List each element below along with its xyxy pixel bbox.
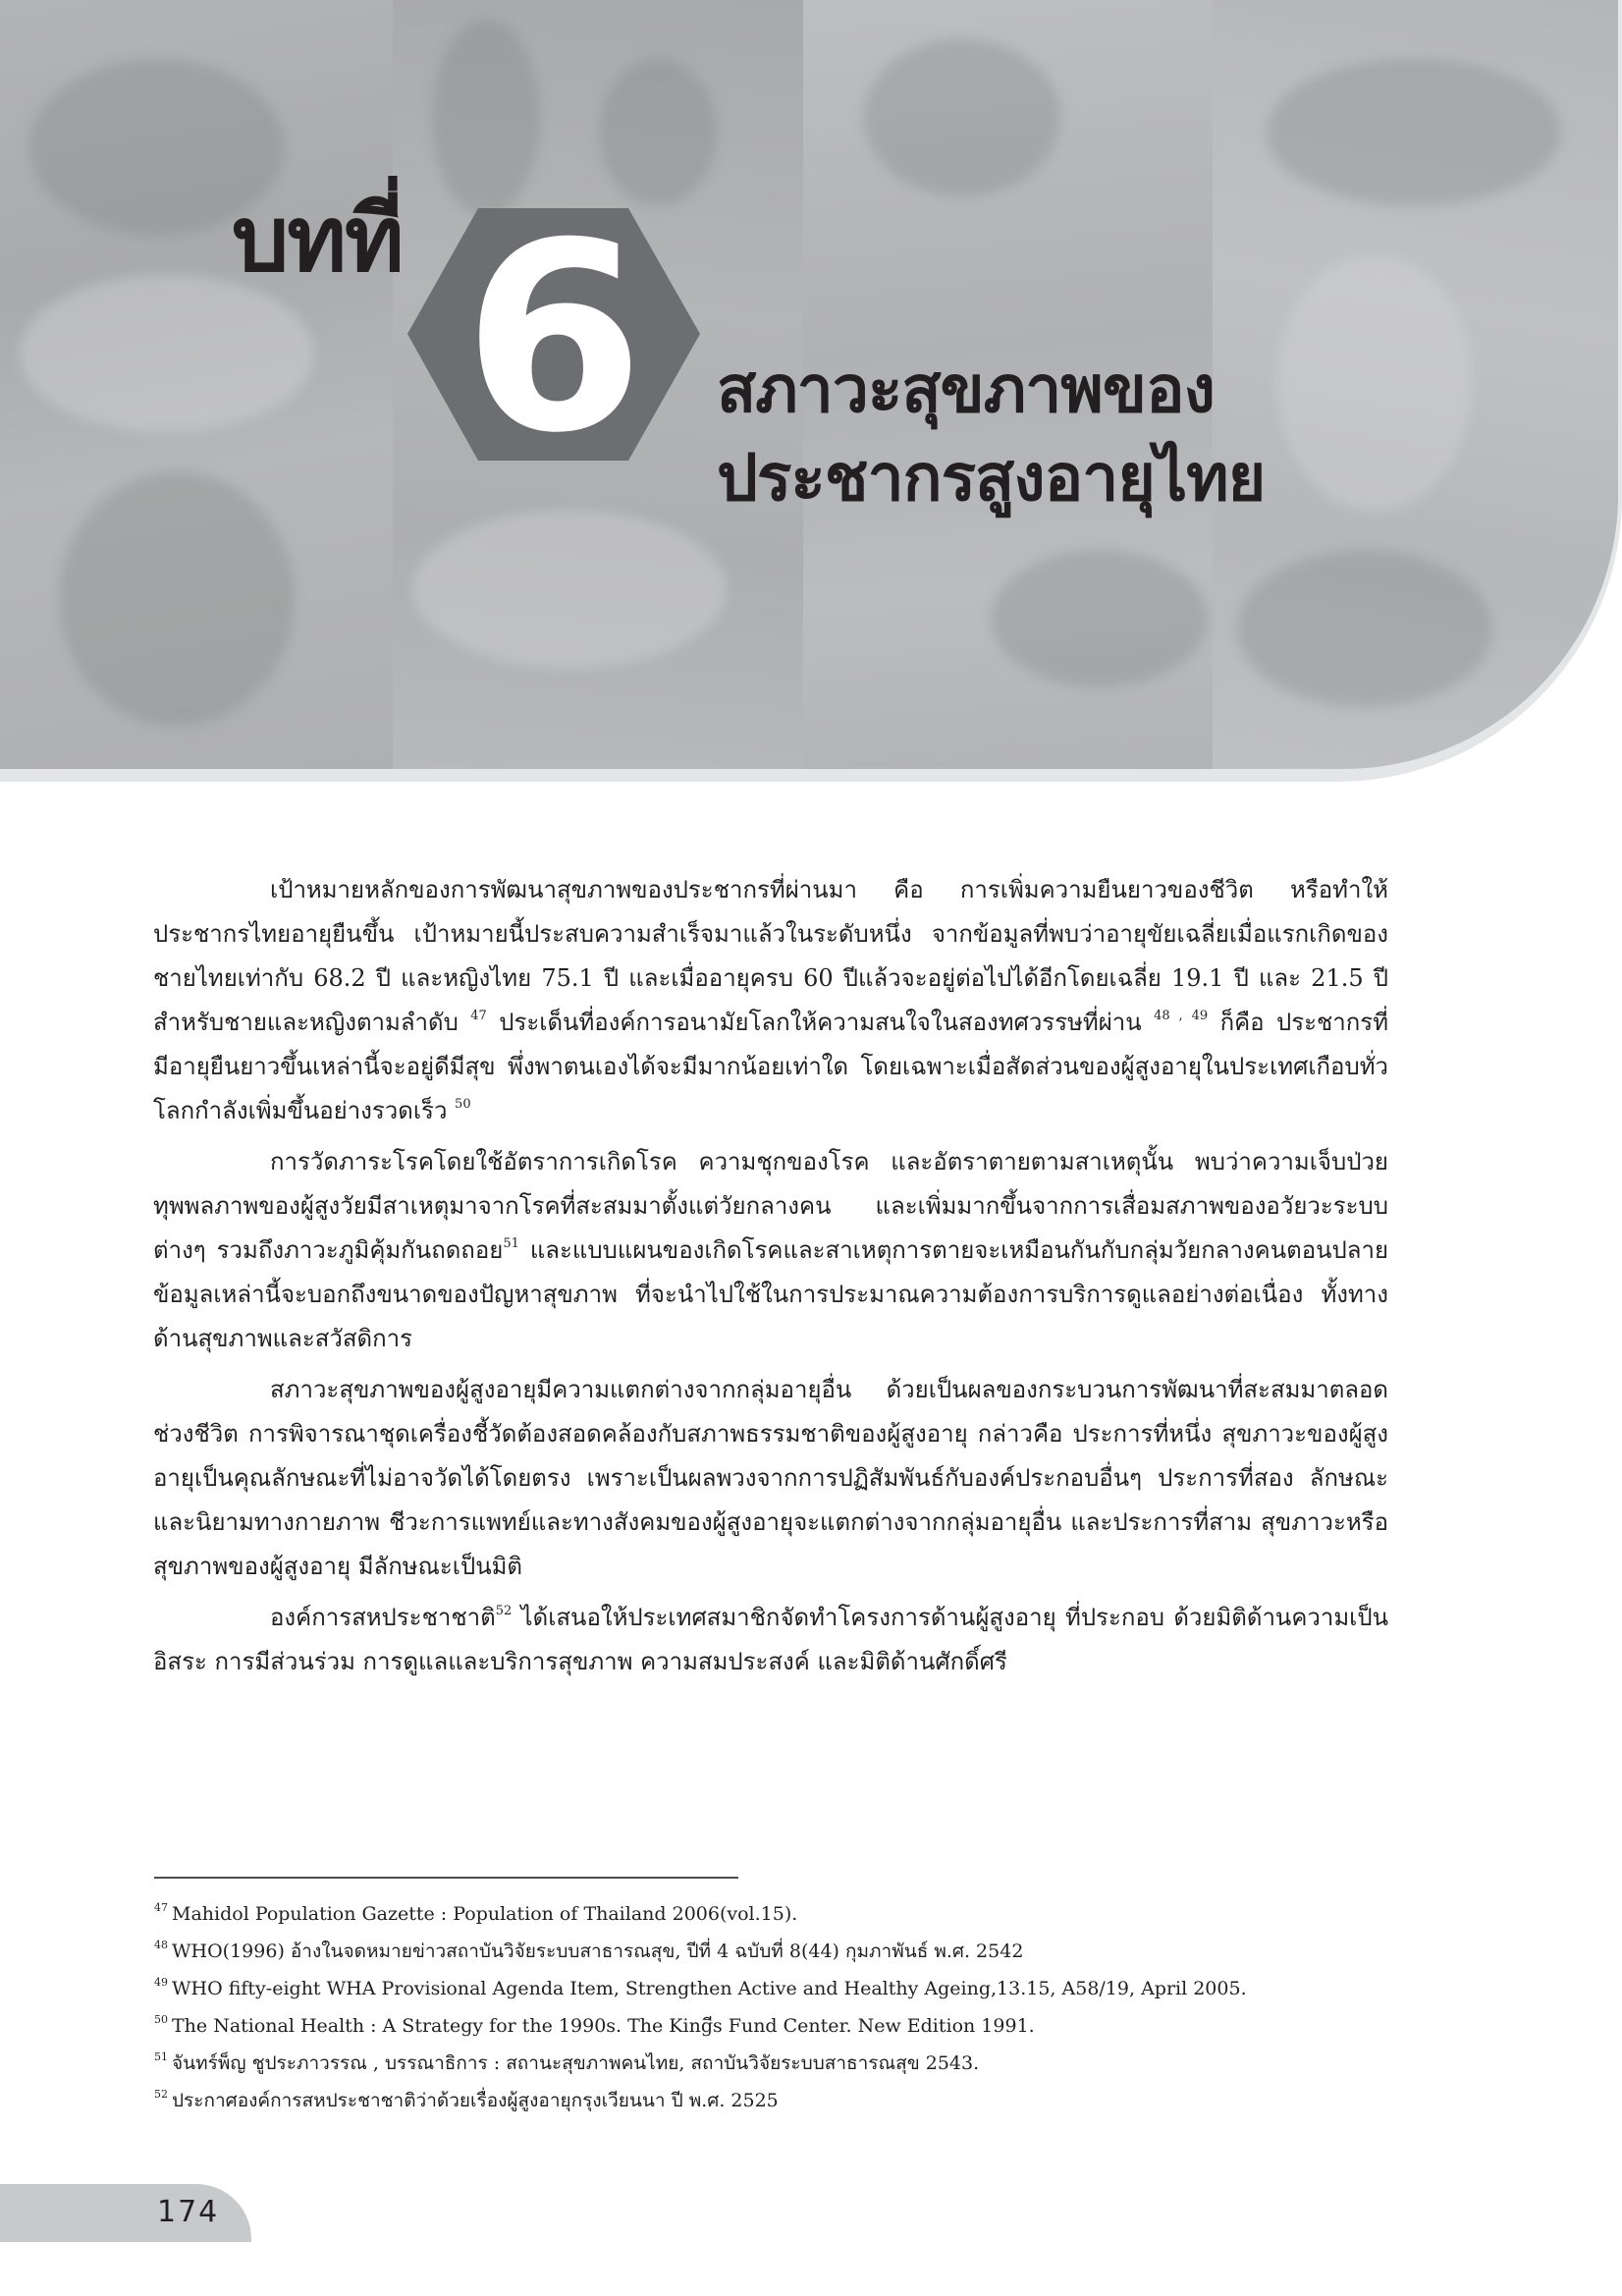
page-number: 174 xyxy=(157,2195,220,2229)
footnote-ref-50[interactable]: 50 xyxy=(455,1097,471,1112)
footnote-ref-51[interactable]: 51 xyxy=(503,1236,519,1251)
paragraph-text: สภาวะสุขภาพของผู้สูงอายุมีความแตกต่างจากกลุ่มอายุอื่น ด้วยเป็นผลของกระบวนการพัฒนาที่สะสมมาตลอดช่วงชีวิต การพิจารณาชุดเครื่องชี้วัดต้องสอดคล้องกับสภาพธรรมชาติของผู้สูงอายุ กล่าวคือ ประการที่หนึ่ง สุขภาวะของผู้สูงอายุเป็นคุณลักษณะที่ไม่อาจวัดได้โดยตรง เพราะเป็นผลพวงจากการปฏิสัมพันธ์กับองค์ประกอบอื่นๆ ประการที่สอง ลักษณะและนิยามทางกายภาพ ชีวะการแพทย์และทางสังคมของผู้สูงอายุจะแตกต่างจากกลุ่มอายุอื่น และประการที่สาม สุขภาวะหรือสุขภาพของผู้สูงอายุ มีลักษณะเป็นมิติ xyxy=(153,1376,1388,1580)
footnote-ref-52[interactable]: 52 xyxy=(495,1604,513,1618)
photo-shade xyxy=(412,511,727,668)
footnote-number: 51 xyxy=(154,2050,168,2063)
photo-shade xyxy=(864,39,1060,196)
paragraph-3 xyxy=(153,1368,1388,1589)
footnote-48 xyxy=(154,1933,1431,1970)
paragraph-2 xyxy=(153,1140,1388,1361)
footnotes xyxy=(154,1895,1431,2119)
paragraph-text: ประเด็นที่องค์การอนามัยโลกให้ความสนใจในสองทศวรรษที่ผ่าน xyxy=(499,1009,1155,1036)
footnote-number: 52 xyxy=(154,2088,168,2101)
photo-shade xyxy=(599,59,717,206)
photo-shade xyxy=(59,471,295,727)
paragraph-text: และแบบแผนของเกิดโรคและสาเหตุการตายจะเหมือนกันกับกลุ่มวัยกลางคนตอนปลาย ข้อมูลเหล่านี้จะบอกถึงขนาดของปัญหาสุขภาพ ที่จะนำไปใช้ในการประมาณความต้องการบริการดูแลอย่างต่อเนื่อง ทั้งทางด้านสุขภาพและสวัสดิการ xyxy=(153,1236,1388,1352)
body-text xyxy=(153,868,1388,1691)
footnote-ref-47[interactable]: 47 xyxy=(470,1009,487,1023)
footnote-text: Mahidol Population Gazette : Population of Thailand 2006(vol.15). xyxy=(172,1903,798,1925)
footnote-51 xyxy=(154,2045,1431,2082)
footnote-number: 49 xyxy=(154,1976,168,1989)
paragraph-text: เป้าหมายหลักของการพัฒนาสุขภาพของประชากรที่ผ่านมา คือ การเพิ่มความยืนยาวของชีวิต หรือทำให้ประชากรไทยอายุยืนขึ้น เป้าหมายนี้ประสบความสำเร็จมาแล้วในระดับหนึ่ง จากข้อมูลที่พบว่าอายุขัยเฉลี่ยเมื่อแรกเกิดของชายไทยเท่ากับ 68.2 ปี และหญิงไทย 75.1 ปี และเมื่ออายุครบ 60 ปีแล้วจะอยู่ต่อไปได้อีกโดยเฉลี่ย 19.1 ปี และ 21.5 ปี สำหรับชายและหญิงตามลำดับ xyxy=(153,876,1388,1036)
banner-photo-collage xyxy=(0,0,1618,769)
footnote-number: 48 xyxy=(154,1939,168,1951)
footnote-divider xyxy=(154,1877,738,1879)
footnote-text: WHO(1996) อ้างในจดหมายข่าวสถาบันวิจัยระบบสาธารณสุข, ปีที่ 4 ฉบับที่ 8(44) กุมภาพันธ์ พ.ศ. 2542 xyxy=(172,1941,1024,1962)
chapter-number: 6 xyxy=(462,188,645,490)
footnote-47 xyxy=(154,1895,1431,1933)
paragraph-text: การวัดภาระโรคโดยใช้อัตราการเกิดโรค ความชุกของโรค และอัตราตายตามสาเหตุนั้น พบว่าความเจ็บป่วยทุพพลภาพของผู้สูงวัยมีสาเหตุมาจากโรคที่สะสมมาตั้งแต่วัยกลางคน และเพิ่มมากขึ้นจากการเสื่อมสภาพของอวัยวะระบบต่างๆ รวมถึงภาวะภูมิคุ้มกันถดถอย xyxy=(153,1148,1388,1264)
photo-shade xyxy=(1267,59,1561,206)
footnote-ref-48-49[interactable]: 48 , 49 xyxy=(1154,1009,1209,1023)
paragraph-text: ได้เสนอให้ประเทศสมาชิกจัดทำโครงการด้านผู้สูงอายุ ที่ประกอบ ด้วยมิติด้านความเป็นอิสระ การมีส่วนร่วม การดูแลและบริการสุขภาพ ความสมประสงค์ และมิติด้านศักดิ์ศรี xyxy=(153,1604,1388,1675)
footnote-text: ประกาศองค์การสหประชาชาติว่าด้วยเรื่องผู้สูงอายุกรุงเวียนนา ปี พ.ศ. 2525 xyxy=(172,2090,779,2111)
paragraph-text: องค์การสหประชาชาติ xyxy=(270,1604,496,1631)
footnote-50 xyxy=(154,2007,1431,2045)
chapter-title-line-2: ประชากรสูงอายุไทย xyxy=(717,440,1266,516)
footnote-49 xyxy=(154,1970,1431,2007)
chapter-title xyxy=(717,346,1265,522)
paragraph-text: ก็คือ ประชากรที่มีอายุยืนยาวขึ้นเหล่านี้จะอยู่ดีมีสุข พึ่งพาตนเองได้จะมีมากน้อยเท่าใด โดยเฉพาะเมื่อสัดส่วนของผู้สูงอายุในประเทศเกือบทั่วโลกกำลังเพิ่มขึ้นอย่างรวดเร็ว xyxy=(153,1009,1389,1124)
photo-shade xyxy=(432,20,540,216)
footnote-number: 50 xyxy=(154,2013,168,2026)
photo-shade xyxy=(992,550,1208,687)
photo-shade xyxy=(20,275,314,432)
footnote-52 xyxy=(154,2082,1431,2119)
footnote-number: 47 xyxy=(154,1901,168,1914)
footnote-text: จันทร์พ็ญ ชูประภาวรรณ , บรรณาธิการ : สถานะสุขภาพคนไทย, สถาบันวิจัยระบบสาธารณสุข 2543. xyxy=(172,2052,980,2074)
paragraph-4 xyxy=(153,1596,1388,1684)
photo-shade xyxy=(1276,255,1473,511)
footnote-text: WHO fifty-eight WHA Provisional Agenda Item, Strengthen Active and Healthy Ageing,13.15, A58/19, April 2005. xyxy=(172,1978,1247,1999)
footnote-text: The National Health : A Strategy for the 1990s. The Kingีs Fund Center. New Edition 1991. xyxy=(172,2015,1035,2037)
paragraph-1 xyxy=(153,868,1388,1133)
chapter-title-line-1: สภาวะสุขภาพของ xyxy=(717,352,1215,427)
photo-shade xyxy=(1237,550,1492,707)
chapter-label: บทที่ xyxy=(232,187,403,292)
chapter-banner xyxy=(0,0,1622,782)
